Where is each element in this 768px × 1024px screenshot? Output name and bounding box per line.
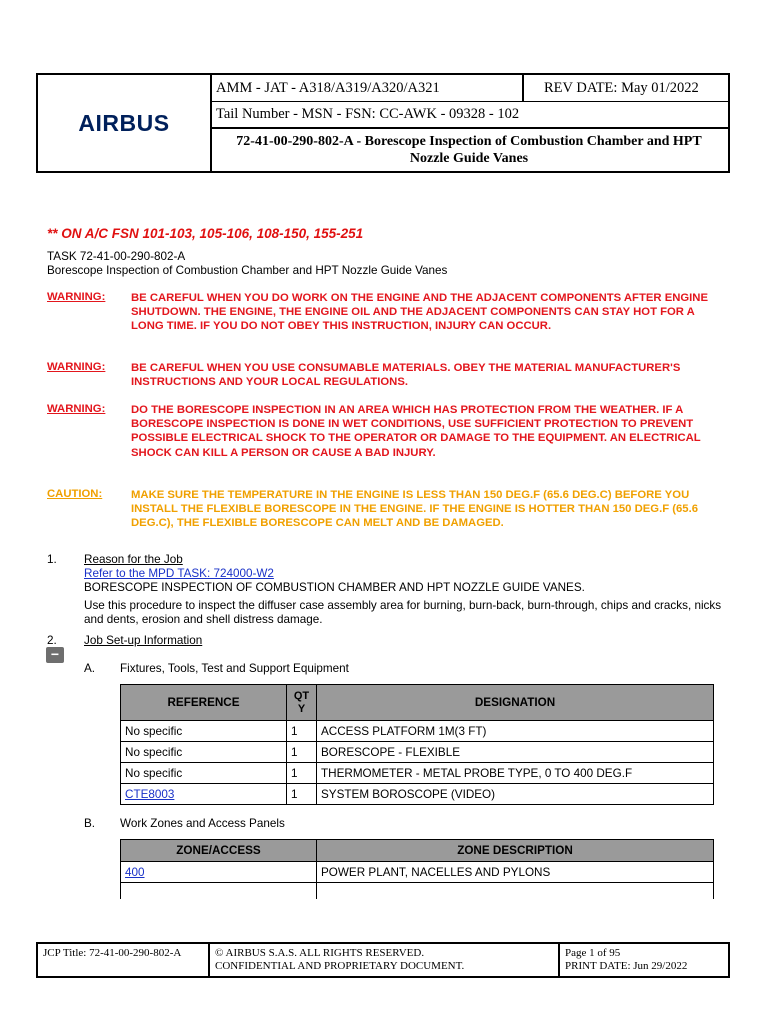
- cell-reference: No specific: [121, 742, 287, 763]
- page-number: Page 1 of 95: [565, 947, 621, 959]
- section-1-title: Reason for the Job: [84, 553, 183, 566]
- copyright-notice: © AIRBUS S.A.S. ALL RIGHTS RESERVED. CONFIDENTIAL AND PROPRIETARY DOCUMENT.: [210, 944, 560, 976]
- airbus-logo: AIRBUS: [38, 75, 212, 171]
- cell-zone: [121, 862, 317, 883]
- sub-a-letter: A.: [84, 662, 96, 675]
- warning-label: WARNING:: [47, 403, 106, 415]
- cell-zone-description: POWER PLANT, NACELLES AND PYLONS: [317, 862, 714, 883]
- section-1-paragraph: Use this procedure to inspect the diffuser case assembly area for burning, burn-back, burn-through, chips and cracks, nicks and dents, erosion and shell distress damage.: [84, 599, 722, 627]
- sub-b-title: Work Zones and Access Panels: [120, 817, 285, 830]
- document-footer: [36, 942, 730, 978]
- caution-text: MAKE SURE THE TEMPERATURE IN THE ENGINE IS LESS THAN 150 DEG.F (65.6 DEG.C) BEFORE YOU INSTALL THE FLEXIBLE BORESCOPE IN THE ENGINE. IF THE ENGINE IS HOTTER THAN 150 DEG.F (65.6 DEG.C), THE FLEXIBLE BORESCOPE CAN MELT AND BE DAMAGED.: [131, 489, 699, 530]
- revision-date: REV DATE: May 01/2022: [524, 75, 728, 102]
- cell-reference: [121, 784, 287, 805]
- mpd-task-link[interactable]: Refer to the MPD TASK: 724000-W2: [84, 567, 274, 580]
- cell-qty: 1: [287, 784, 317, 805]
- section-2-title: Job Set-up Information: [84, 634, 203, 647]
- manual-reference: AMM - JAT - A318/A319/A320/A321: [210, 75, 524, 102]
- warning-text: BE CAREFUL WHEN YOU USE CONSUMABLE MATERIALS. OBEY THE MATERIAL MANUFACTURER'S INSTRUCTIONS AND YOUR LOCAL REGULATIONS.: [131, 362, 681, 389]
- warning-text: DO THE BORESCOPE INSPECTION IN AN AREA WHICH HAS PROTECTION FROM THE WEATHER. IF A BORESCOPE INSPECTION IS DONE IN WET CONDITIONS, USE SUFFICIENT PROTECTION TO PREVENT POSSIBLE ELECTRICAL SHOCK TO THE OPERATOR OR DAMAGE TO THE EQUIPMENT. AN ELECTRICAL SHOCK CAN KILL A PERSON OR CAUSE A BAD INJURY.: [131, 404, 701, 459]
- zone-400-link[interactable]: 400: [125, 865, 145, 879]
- tools-table: [120, 684, 714, 805]
- col-zone-description: ZONE DESCRIPTION: [317, 840, 714, 862]
- cell-designation: THERMOMETER - METAL PROBE TYPE, 0 TO 400 DEG.F: [317, 763, 714, 784]
- task-title-header: 72-41-00-290-802-A - Borescope Inspection of Combustion Chamber and HPT Nozzle Guide Vanes: [236, 134, 702, 166]
- col-reference: REFERENCE: [121, 685, 287, 721]
- table-header-row: [121, 685, 714, 721]
- collapse-toggle-button[interactable]: −: [46, 647, 64, 663]
- col-designation: DESIGNATION: [317, 685, 714, 721]
- sub-a-title: Fixtures, Tools, Test and Support Equipment: [120, 662, 349, 675]
- caution-label: CAUTION:: [47, 488, 103, 500]
- table-row: [121, 742, 714, 763]
- page-info: [560, 944, 728, 976]
- document-header: [36, 73, 730, 173]
- warning-label: WARNING:: [47, 291, 106, 303]
- cell-reference: No specific: [121, 721, 287, 742]
- tail-number: Tail Number - MSN - FSN: CC-AWK - 09328 - 102: [210, 102, 728, 129]
- cte8003-link[interactable]: CTE8003: [125, 787, 175, 801]
- sub-b-letter: B.: [84, 817, 96, 830]
- jcp-title: JCP Title: 72-41-00-290-802-A: [38, 944, 210, 976]
- cell-designation: SYSTEM BOROSCOPE (VIDEO): [317, 784, 714, 805]
- section-1-number: 1.: [47, 553, 57, 566]
- effectivity-line: ** ON A/C FSN 101-103, 105-106, 108-150, 155-251: [47, 226, 364, 241]
- table-header-row: [121, 840, 714, 862]
- col-qty: QT Y: [287, 685, 317, 721]
- task-name: Borescope Inspection of Combustion Chamber and HPT Nozzle Guide Vanes: [47, 264, 448, 277]
- table-row-empty: [121, 883, 714, 899]
- section-1-line: BORESCOPE INSPECTION OF COMBUSTION CHAMBER AND HPT NOZZLE GUIDE VANES.: [84, 581, 585, 594]
- cell-qty: 1: [287, 721, 317, 742]
- print-date: PRINT DATE: Jun 29/2022: [565, 959, 688, 972]
- cell-qty: 1: [287, 763, 317, 784]
- cell-reference: No specific: [121, 763, 287, 784]
- warning-text: BE CAREFUL WHEN YOU DO WORK ON THE ENGINE AND THE ADJACENT COMPONENTS AFTER ENGINE SHUTDOWN. THE ENGINE, THE ENGINE OIL AND THE ADJACENT COMPONENTS CAN STAY HOT FOR A LONG TIME. IF YOU DO NOT OBEY THIS INSTRUCTION, INJURY CAN OCCUR.: [131, 292, 709, 333]
- col-zone-access: ZONE/ACCESS: [121, 840, 317, 862]
- cell-designation: ACCESS PLATFORM 1M(3 FT): [317, 721, 714, 742]
- table-row: [121, 784, 714, 805]
- table-row: [121, 763, 714, 784]
- zones-table: [120, 839, 714, 899]
- cell-designation: BORESCOPE - FLEXIBLE: [317, 742, 714, 763]
- warning-label: WARNING:: [47, 361, 106, 373]
- cell-qty: 1: [287, 742, 317, 763]
- section-2-number: 2.: [47, 634, 57, 647]
- task-number: TASK 72-41-00-290-802-A: [47, 250, 186, 263]
- table-row: [121, 862, 714, 883]
- table-row: [121, 721, 714, 742]
